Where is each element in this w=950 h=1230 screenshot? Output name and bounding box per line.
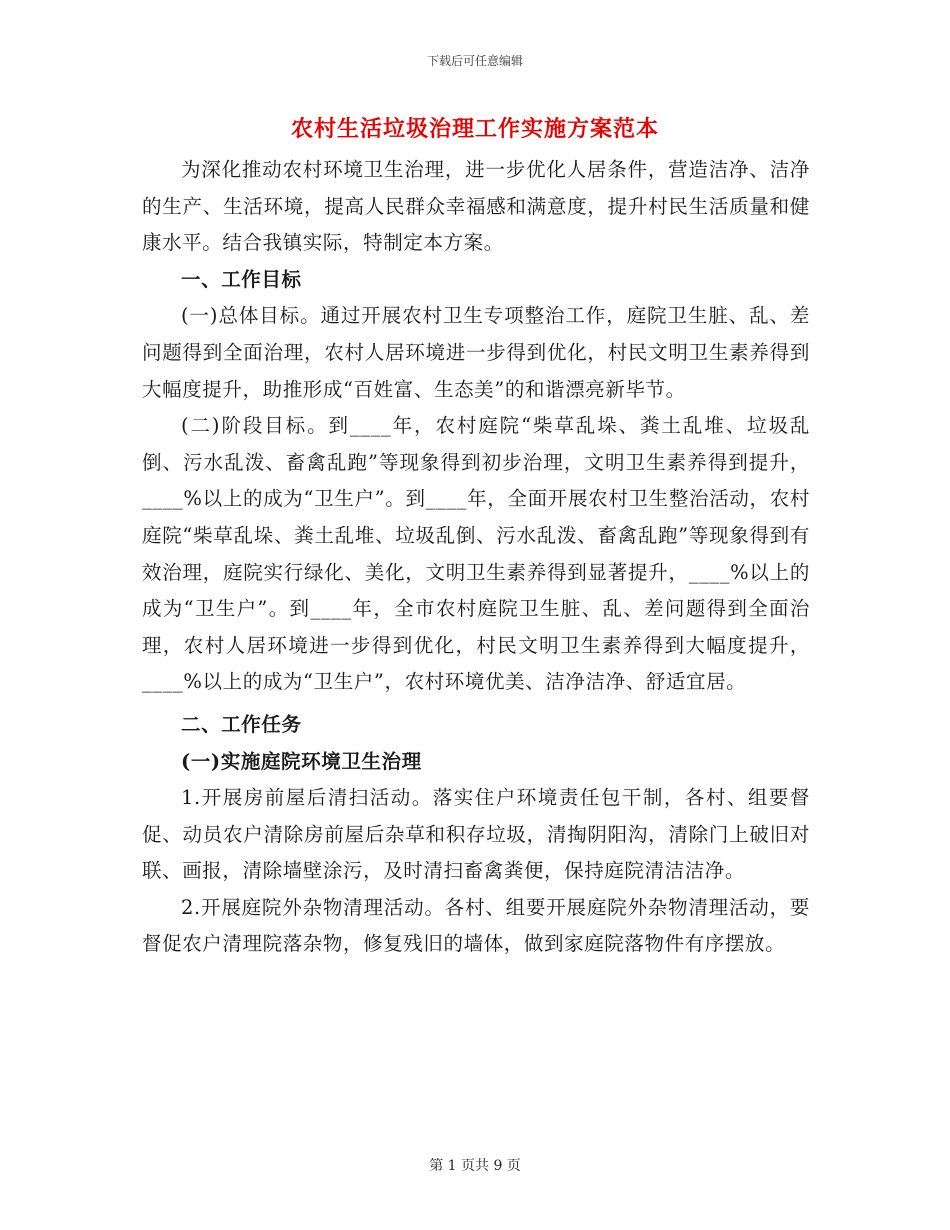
- subsection-heading-courtyard: (一)实施庭院环境卫生治理: [181, 749, 422, 773]
- section-heading-goals: 一、工作目标: [181, 267, 302, 291]
- document-body: [142, 152, 810, 963]
- document-title: 农村生活垃圾治理工作实施方案范本: [290, 116, 659, 142]
- task-paragraph-2: 2.开展庭院外杂物清理活动。各村、组要开展庭院外杂物清理活动，要督促农户清理院落杂物，修复残旧的墙体，做到家庭院落物件有序摆放。: [142, 895, 810, 956]
- page-header: 下载后可任意编辑: [426, 54, 523, 68]
- intro-paragraph: 为深化推动农村环境卫生治理，进一步优化人居条件，营造洁净、洁净的生产、生活环境，提高人民群众幸福感和满意度，提升村民生活质量和健康水平。结合我镇实际，特制定本方案。: [142, 158, 810, 255]
- task-paragraph-1: 1.开展房前屋后清扫活动。落实住户环境责任包干制，各村、组要督促、动员农户清除房前屋后杂草和积存垃圾，清掏阴阳沟，清除门上破旧对联、画报，清除墙壁涂污，及时清扫畜禽粪便，保持庭院清洁洁净。: [142, 786, 810, 883]
- section-heading-tasks: 二、工作任务: [181, 712, 302, 736]
- page-footer: 第 1 页共 9 页: [429, 1158, 521, 1174]
- overall-goal-paragraph: (一)总体目标。通过开展农村卫生专项整治工作，庭院卫生脏、乱、差问题得到全面治理，农村人居环境进一步得到优化，村民文明卫生素养得到大幅度提升，助推形成“百姓富、生态美”的和谐漂亮新毕节。: [142, 304, 810, 401]
- stage-goal-paragraph: (二)阶段目标。到____年，农村庭院“柴草乱垛、粪土乱堆、垃圾乱倒、污水乱泼、畜禽乱跑”等现象得到初步治理，文明卫生素养得到提升，____%以上的成为“卫生户”。到____年，全面开展农村卫生整治活动，农村庭院“柴草乱垛、粪土乱堆、垃圾乱倒、污水乱泼、畜禽乱跑”等现象得到有效治理，庭院实行绿化、美化，文明卫生素养得到显著提升，____%以上的成为“卫生户”。到____年，全市农村庭院卫生脏、乱、差问题得到全面治理，农村人居环境进一步得到优化，村民文明卫生素养得到大幅度提升，____%以上的成为“卫生户”，农村环境优美、洁净洁净、舒适宜居。: [142, 414, 810, 694]
